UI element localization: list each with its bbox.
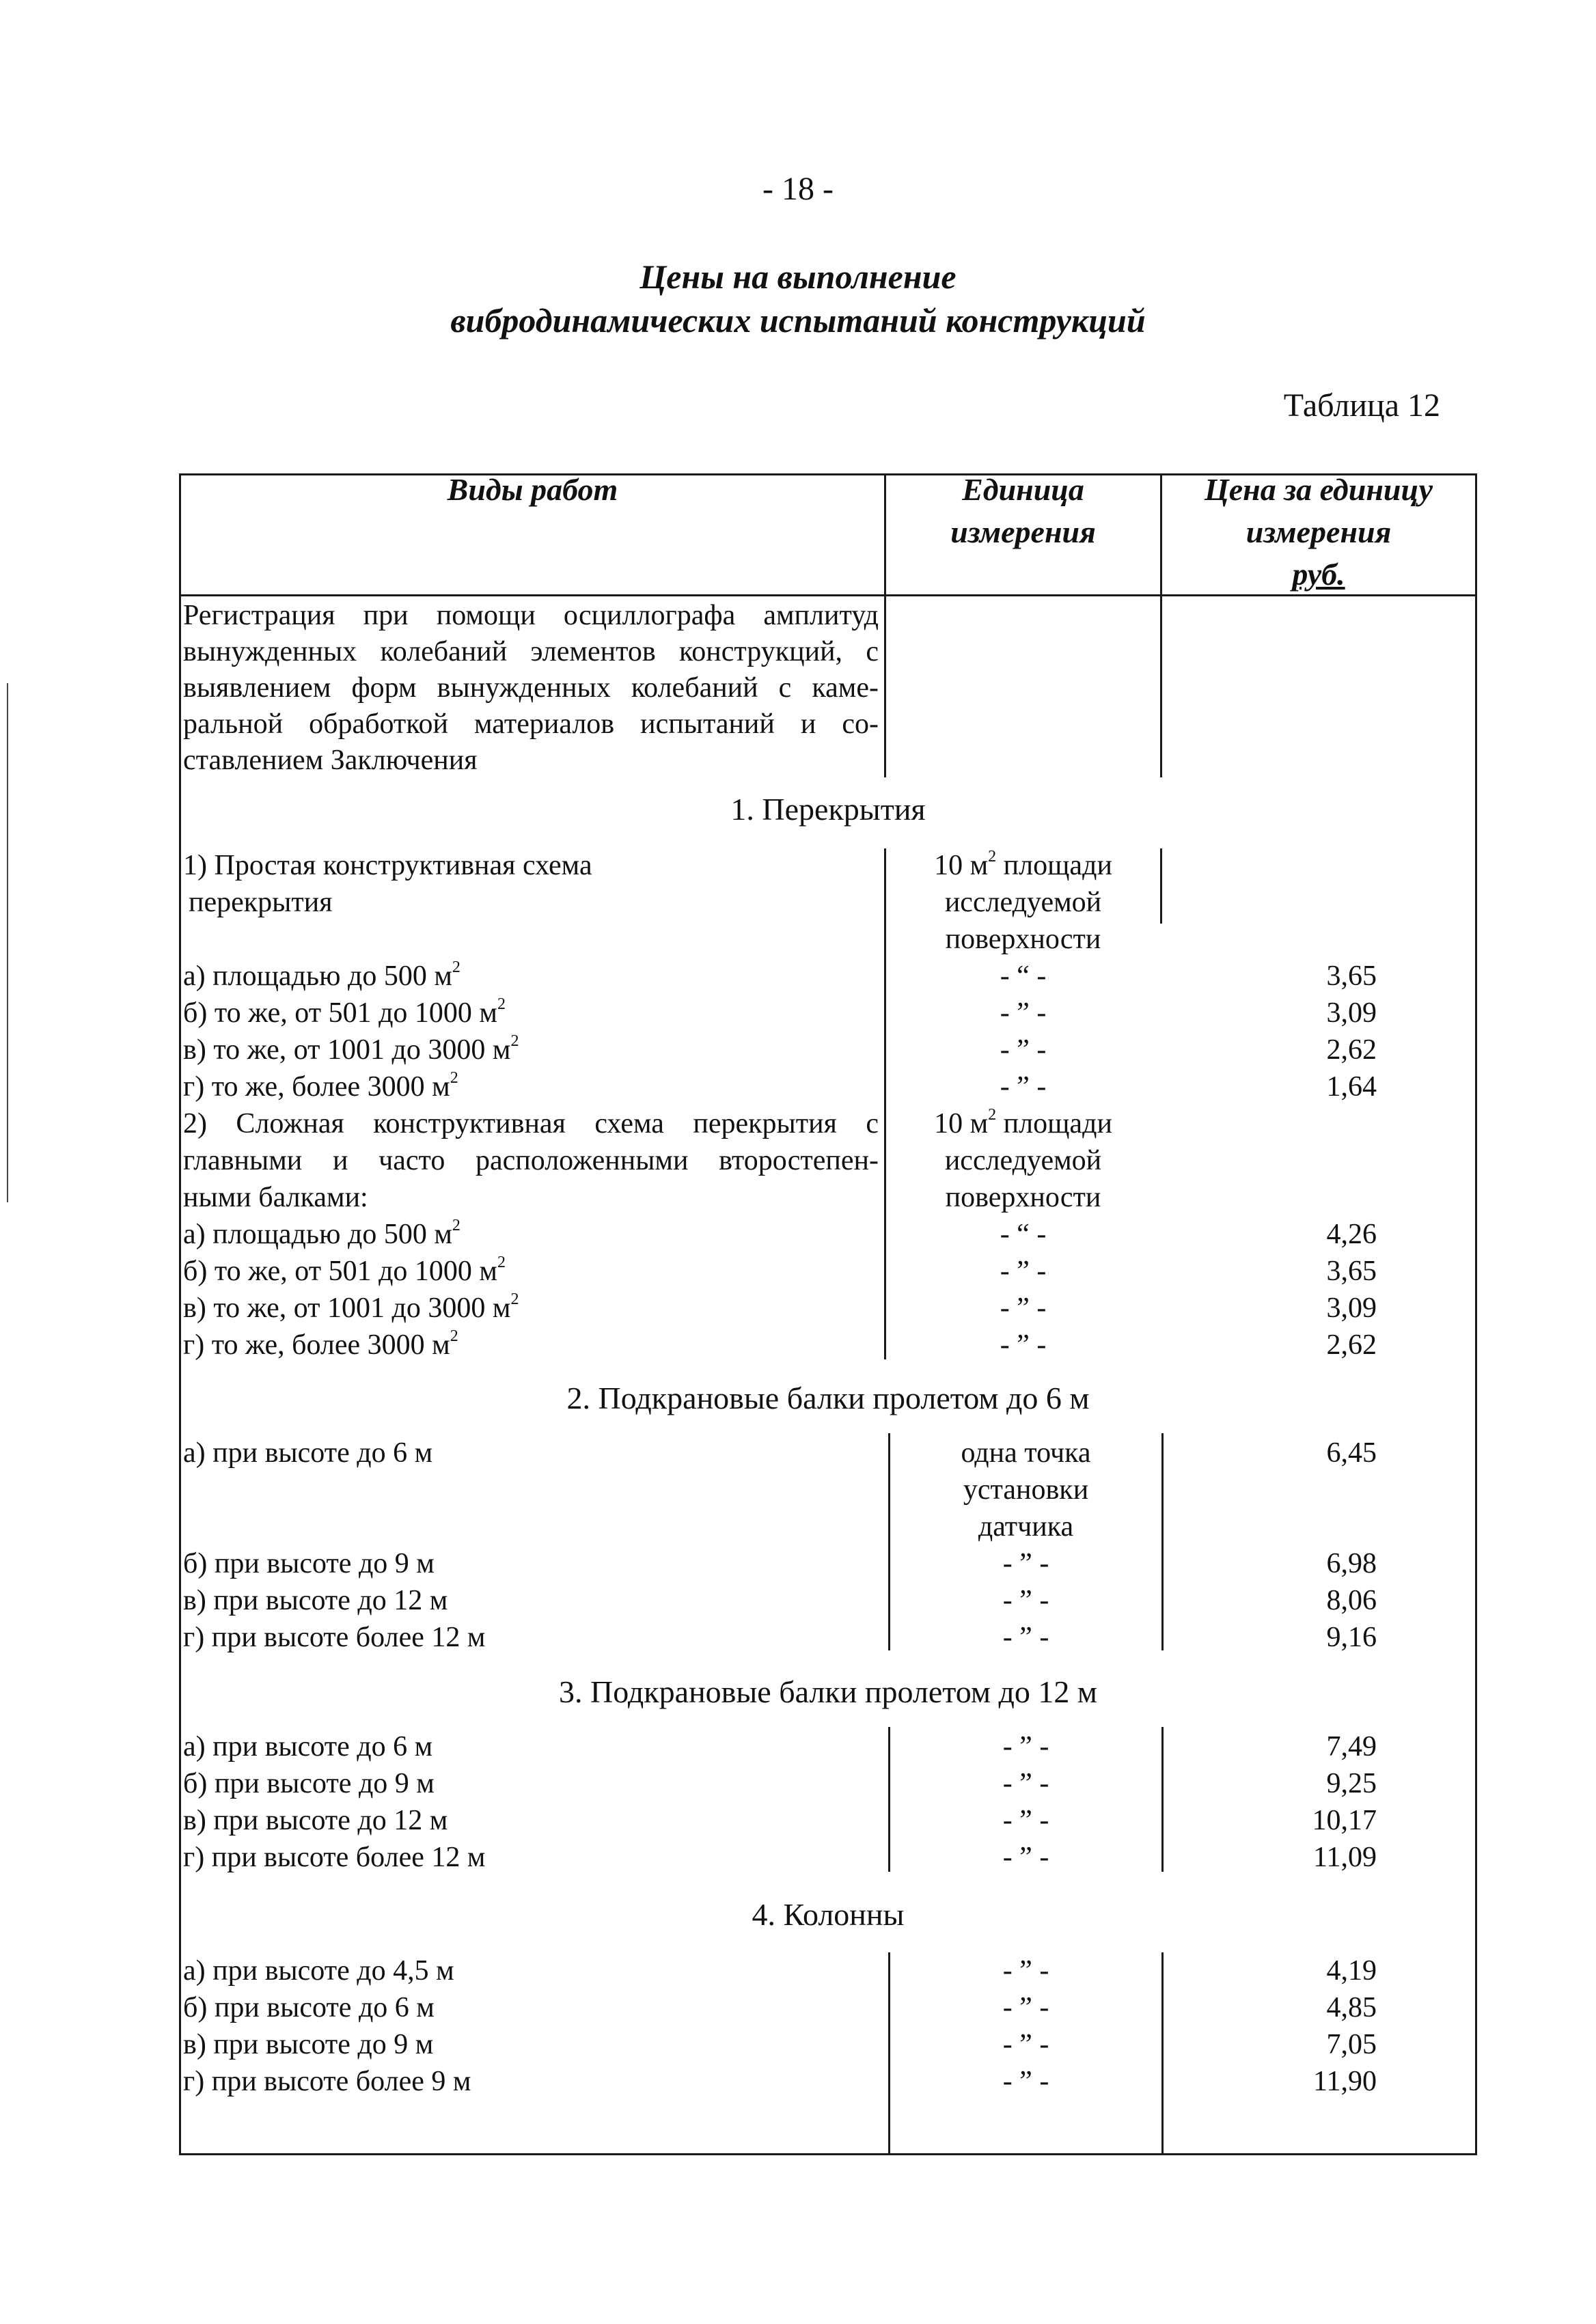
table-bottom-border — [179, 2153, 1477, 2155]
s2-row-2-label: б) при высоте до 9 м — [183, 1548, 435, 1579]
scan-edge-mark — [7, 683, 8, 1202]
s1-g1-row-2-label: б) то же, от 501 до 1000 $м^2$ — [183, 995, 506, 1029]
s1-group1-title-line2: перекрытия — [189, 887, 333, 918]
header-unit-line1: Единица — [962, 472, 1084, 507]
s1-g2-row-3-price: 3,09 — [1326, 1292, 1377, 1324]
s2-row-3-label: в) при высоте до 12 м — [183, 1585, 448, 1616]
s1-g2-row-3-label: в) то же, от 1001 до 3000 $м^2$ — [183, 1290, 519, 1324]
s2-row-2-unit: - ” - — [1002, 1548, 1049, 1579]
s2-row-4-label: г) при высоте более 12 м — [183, 1622, 486, 1653]
section-3-title: 3. Подкрановые балки пролетом до 12 м — [559, 1674, 1097, 1709]
s3-row-1-price: 7,49 — [1326, 1731, 1377, 1762]
s3-row-4-label: г) при высоте более 12 м — [183, 1842, 486, 1873]
s1-g1-row-3-label: в) то же, от 1001 до 3000 $м^2$ — [183, 1032, 519, 1066]
s3-row-2-unit: - ” - — [1002, 1768, 1049, 1799]
s1-g1-row-1-unit: - “ - — [1000, 960, 1047, 992]
table-header-border — [179, 594, 1477, 596]
s3-row-3-price: 10,17 — [1312, 1805, 1377, 1836]
page-number: - 18 - — [762, 171, 834, 207]
s1-g1-row-3-price: 2,62 — [1326, 1034, 1377, 1066]
s1-g2-row-2-unit: - ” - — [1000, 1256, 1047, 1287]
s4-row-1-unit: - ” - — [1002, 1955, 1049, 1987]
s1-g1-row-4-price: 1,64 — [1326, 1071, 1377, 1103]
s1-group1-unit-line2: исследуемой — [944, 887, 1102, 918]
s1-g2-row-1-price: 4,26 — [1326, 1219, 1377, 1250]
intro-col-sep-2 — [1160, 594, 1162, 777]
s3-row-4-unit: - ” - — [1002, 1842, 1049, 1873]
page-title-line2: вибродинамических испытаний конструкций — [450, 301, 1146, 340]
s4-row-3-label: в) при высоте до 9 м — [183, 2029, 434, 2060]
s4-row-3-price: 7,05 — [1326, 2029, 1377, 2060]
s2-row-1-price: 6,45 — [1326, 1437, 1377, 1469]
s1-group2-title-line2: главными и часто расположенными второстепен- — [183, 1145, 879, 1176]
s1-g1-row-1-price: 3,65 — [1326, 960, 1377, 992]
s1-g1-row-4-unit: - ” - — [1000, 1071, 1047, 1103]
intro-line-4: ральной обработкой материалов испытаний и со- — [183, 708, 879, 740]
s2-row-4-price: 9,16 — [1326, 1622, 1377, 1653]
s3-row-1-label: а) при высоте до 6 м — [183, 1731, 433, 1762]
s1-group2-unit-line3: поверхности — [945, 1182, 1101, 1213]
header-price-line2: измерения — [1246, 514, 1392, 549]
s4-row-2-price: 4,85 — [1326, 1992, 1377, 2023]
table-label: Таблица 12 — [1283, 387, 1440, 424]
s3-row-2-label: б) при высоте до 9 м — [183, 1768, 435, 1799]
s2-row-4-unit: - ” - — [1002, 1622, 1049, 1653]
s1-g2-row-4-label: г) то же, более 3000 $м^2$ — [183, 1327, 458, 1361]
s2-unit-line1: одна точка — [961, 1437, 1091, 1469]
s2-row-3-unit: - ” - — [1002, 1585, 1049, 1616]
header-work-type: Виды работ — [447, 472, 618, 507]
section-2-title: 2. Подкрановые балки пролетом до 6 м — [566, 1381, 1090, 1415]
s4-row-2-unit: - ” - — [1002, 1992, 1049, 2023]
intro-col-sep-1 — [884, 594, 886, 777]
s3-row-4-price: 11,09 — [1313, 1842, 1377, 1873]
header-unit-line2: измерения — [950, 514, 1096, 549]
s2-row-1-label: а) при высоте до 6 м — [183, 1437, 433, 1469]
s2-row-3-price: 8,06 — [1326, 1585, 1377, 1616]
s3-row-3-label: в) при высоте до 12 м — [183, 1805, 448, 1836]
intro-line-2: вынужденных колебаний элементов конструкций, с — [183, 636, 879, 667]
s4-row-4-price: 11,90 — [1313, 2066, 1377, 2097]
s1-g1-row-4-label: г) то же, более 3000 $м^2$ — [183, 1069, 458, 1103]
page-title-line1: Цены на выполнение — [639, 258, 957, 296]
s1-g1-row-3-unit: - ” - — [1000, 1034, 1047, 1066]
s2-row-2-price: 6,98 — [1326, 1548, 1377, 1579]
header-price-line3: руб. — [1292, 557, 1345, 592]
section-1-title: 1. Перекрытия — [730, 792, 926, 827]
intro-line-3: выявлением форм вынужденных колебаний с каме- — [183, 672, 879, 704]
s1-g2-row-1-unit: - “ - — [1000, 1219, 1047, 1250]
s3-row-2-price: 9,25 — [1326, 1768, 1377, 1799]
s1-group2-unit-line1: 10 $м^2$ площади — [934, 1106, 1112, 1139]
s1-g2-row-4-unit: - ” - — [1000, 1329, 1047, 1361]
section-4-title: 4. Колонны — [752, 1897, 905, 1932]
s4-row-1-label: а) при высоте до 4,5 м — [183, 1955, 454, 1987]
s1-col-sep-2 — [1160, 848, 1162, 924]
s1-group2-title-line1: 2) Сложная конструктивная схема перекрытия с — [183, 1108, 879, 1139]
s1-g1-row-2-unit: - ” - — [1000, 997, 1047, 1029]
s1-g2-row-2-price: 3,65 — [1326, 1256, 1377, 1287]
intro-line-5: ставлением Заключения — [183, 745, 478, 776]
s4-row-1-price: 4,19 — [1326, 1955, 1377, 1987]
s1-group1-unit-line3: поверхности — [945, 924, 1101, 955]
s1-g2-row-4-price: 2,62 — [1326, 1329, 1377, 1361]
s1-group2-unit-line2: исследуемой — [944, 1145, 1102, 1176]
s1-g2-row-3-unit: - ” - — [1000, 1292, 1047, 1324]
s4-row-4-label: г) при высоте более 9 м — [183, 2066, 471, 2097]
intro-line-1: Регистрация при помощи осциллографа амплитуд — [183, 600, 879, 631]
s3-row-1-unit: - ” - — [1002, 1731, 1049, 1762]
s1-g2-row-2-label: б) то же, от 501 до 1000 $м^2$ — [183, 1254, 506, 1287]
s4-row-4-unit: - ” - — [1002, 2066, 1049, 2097]
s1-group1-title-line1: 1) Простая конструктивная схема — [183, 850, 592, 881]
s1-group2-title-line3: ными балками: — [183, 1182, 368, 1213]
s1-group1-unit-line1: 10 $м^2$ площади — [934, 848, 1112, 881]
s1-g1-row-1-label: а) площадью до 500 $м^2$ — [183, 958, 460, 992]
header-price-line1: Цена за единицу — [1204, 472, 1433, 507]
s3-row-3-unit: - ” - — [1002, 1805, 1049, 1836]
s4-row-3-unit: - ” - — [1002, 2029, 1049, 2060]
s1-g2-row-1-label: а) площадью до 500 $м^2$ — [183, 1217, 460, 1250]
s2-unit-line3: датчика — [978, 1511, 1074, 1543]
s2-unit-line2: установки — [963, 1474, 1089, 1506]
s1-g1-row-2-price: 3,09 — [1326, 997, 1377, 1029]
s4-row-2-label: б) при высоте до 6 м — [183, 1992, 435, 2023]
